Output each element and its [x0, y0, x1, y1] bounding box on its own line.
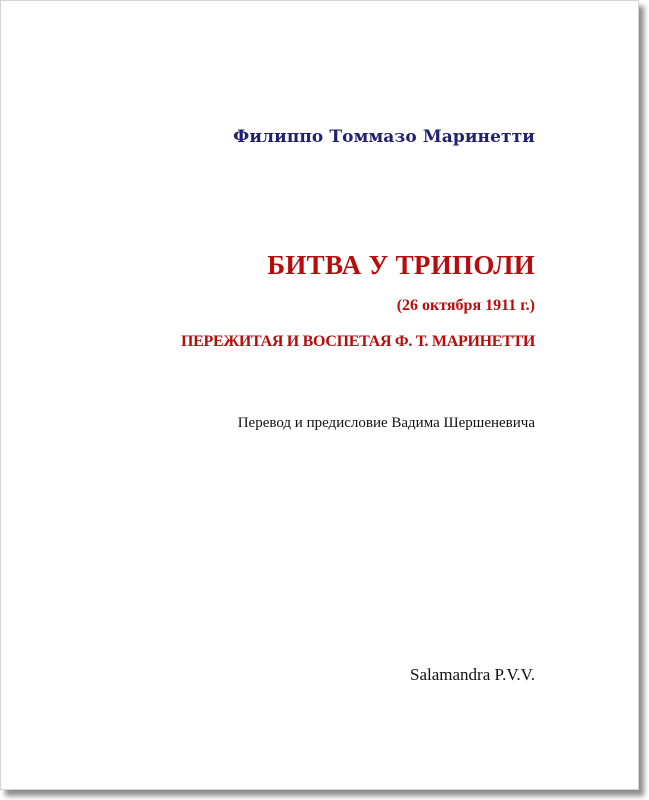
battle-date: (26 октября 1911 г.): [396, 297, 535, 314]
publisher-name: Salamandra P.V.V.: [410, 665, 535, 684]
translator-credit: Перевод и предисловие Вадима Шершеневича: [237, 415, 535, 431]
book-title: БИТВА У ТРИПОЛИ: [267, 250, 535, 280]
book-subtitle: ПЕРЕЖИТАЯ И ВОСПЕТАЯ Ф. Т. МАРИНЕТТИ: [180, 333, 535, 350]
author-name: Филиппо Томмазо Маринетти: [233, 127, 535, 147]
